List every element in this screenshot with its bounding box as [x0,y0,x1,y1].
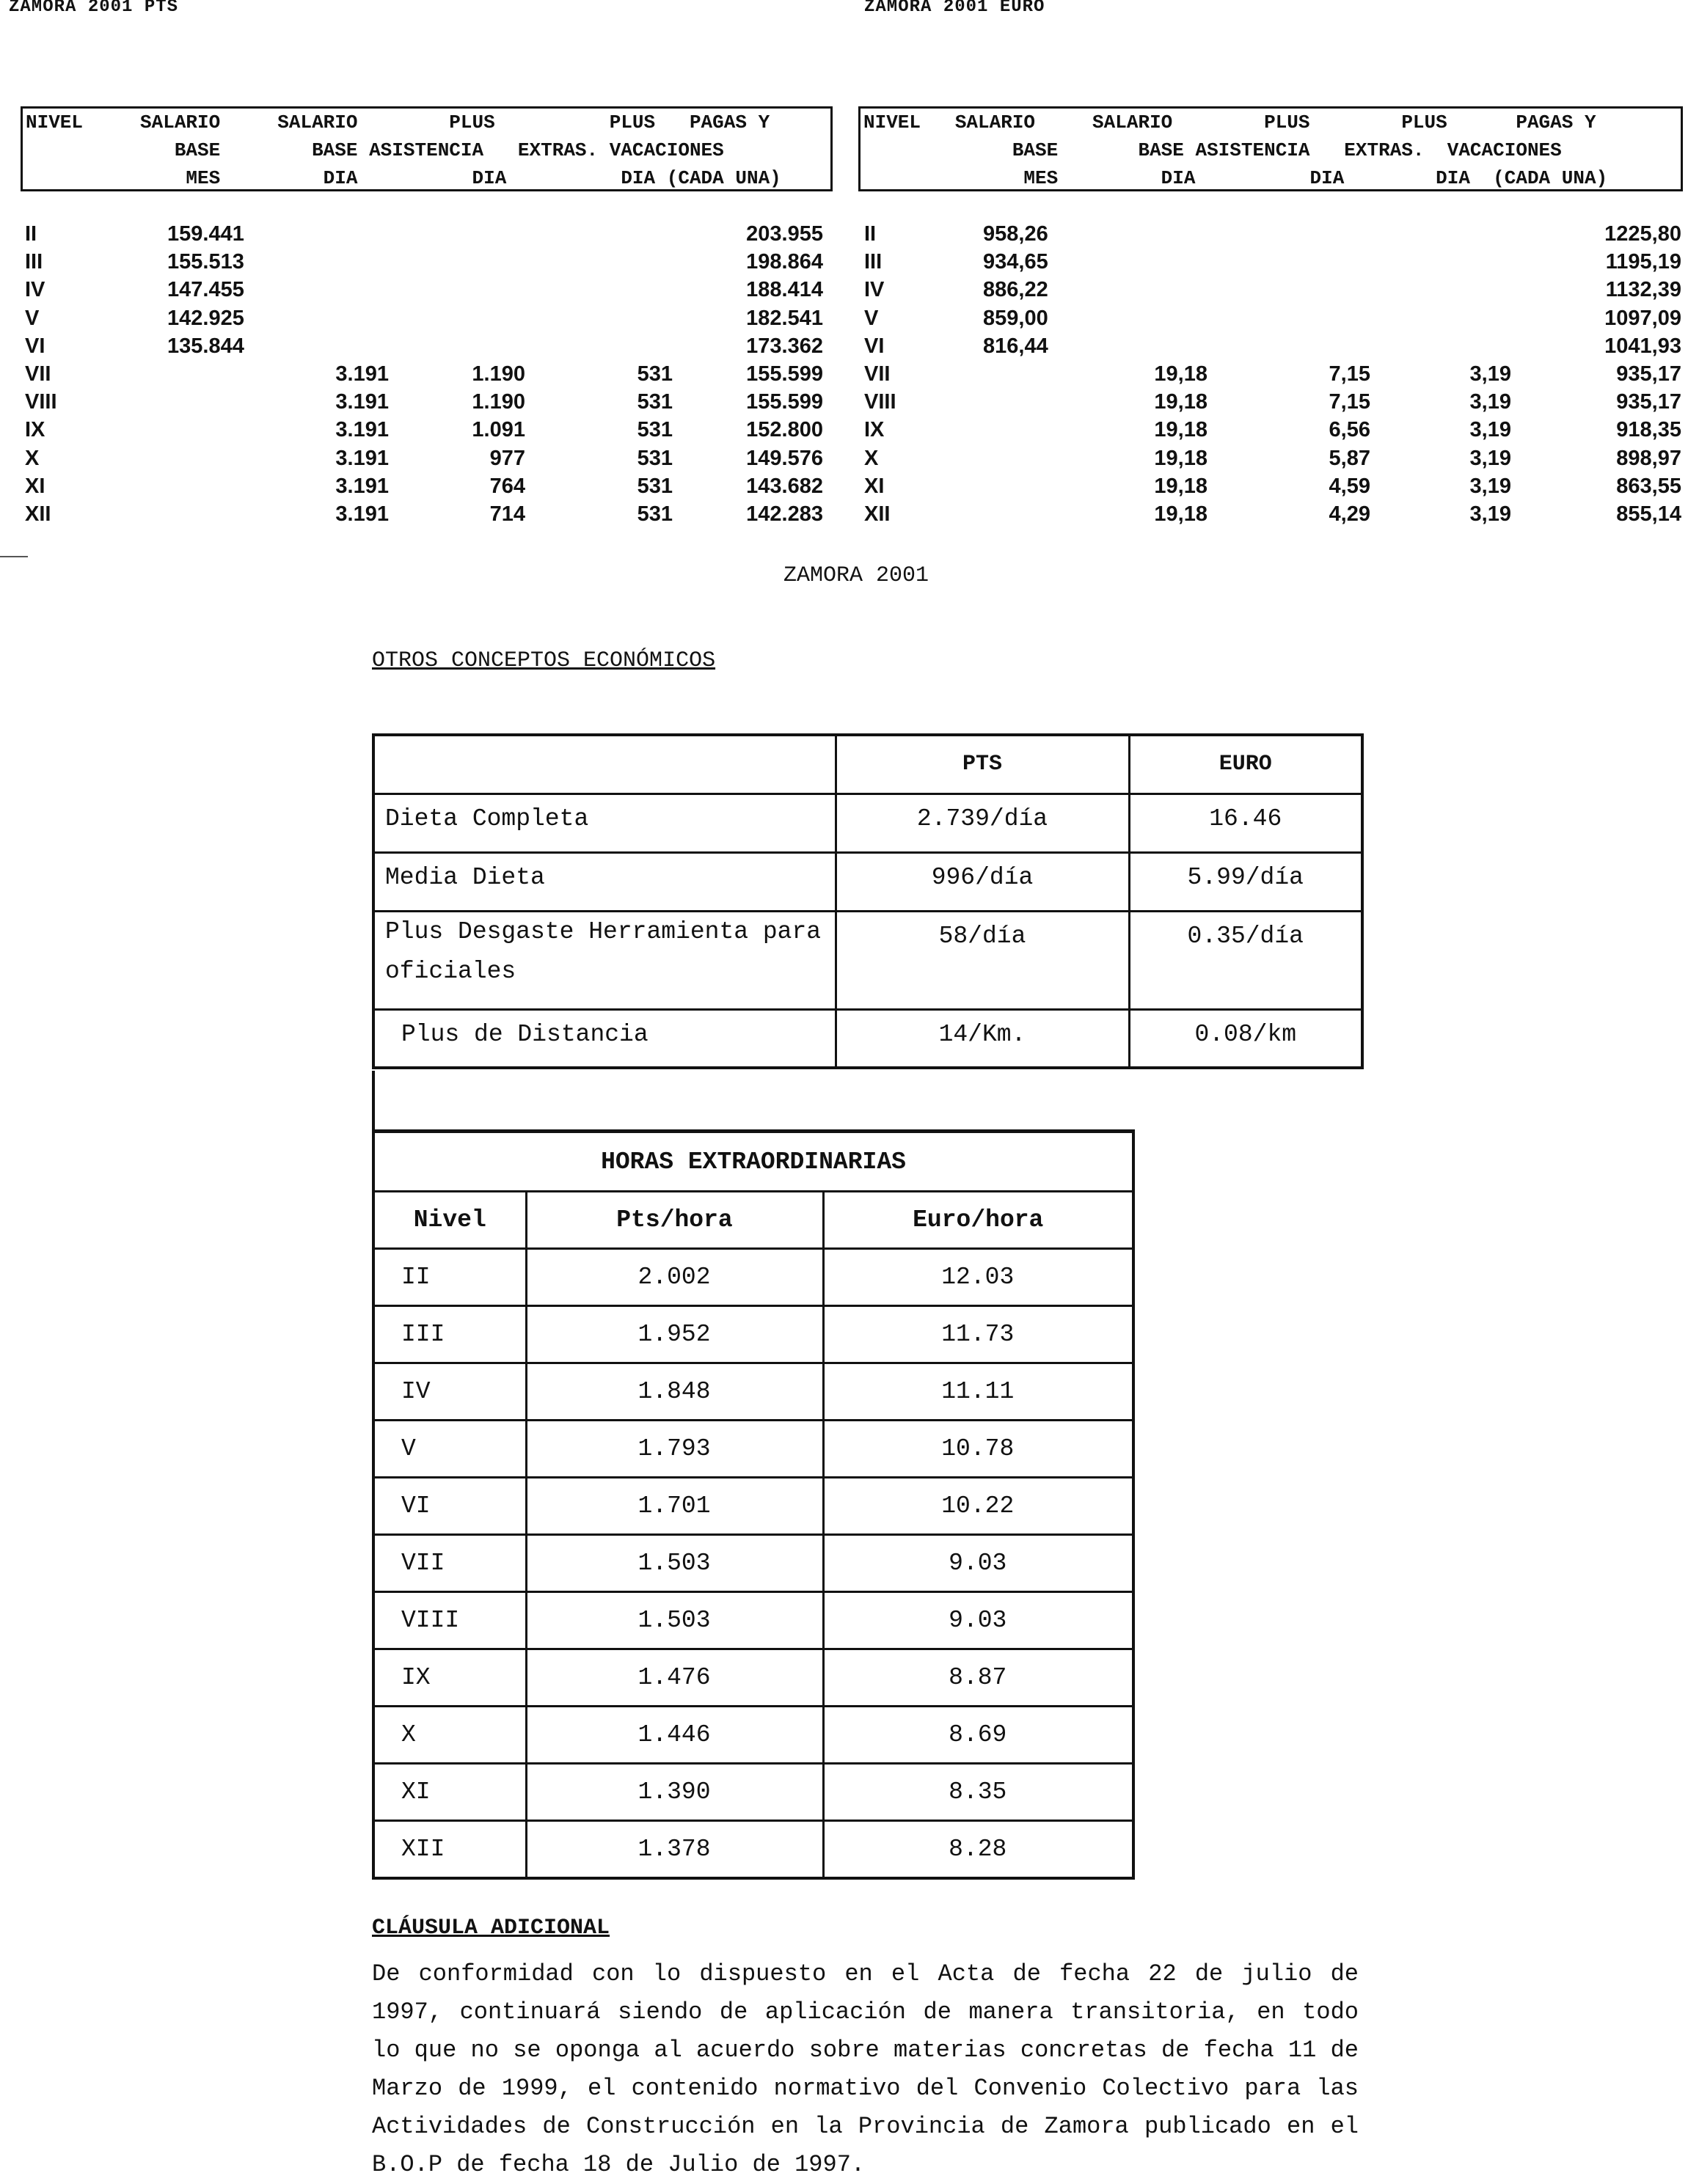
nivel-cell: IV [373,1363,526,1421]
plus-asistencia-cell: 977 [489,446,525,470]
salario-base-dia-cell: 3.191 [335,474,389,498]
euro-head-line-1: NIVEL SALARIO SALARIO PLUS PLUS PAGAS Y [863,111,1596,133]
euro-cell: 5.99/día [1129,852,1362,911]
pagas-cell: 1225,80 [1604,222,1681,246]
euro-hora-cell: 11.73 [823,1306,1133,1363]
salario-base-mes-cell: 142.925 [167,306,244,330]
nivel-cell: IV [864,278,885,302]
spacer-box [372,1071,1132,1133]
nivel-cell: II [864,222,877,246]
nivel-cell: IX [864,418,885,442]
pts-hora-cell: 1.503 [526,1592,823,1649]
euro-hora-cell: 8.87 [823,1649,1133,1707]
pagas-cell: 855,14 [1616,502,1681,526]
nivel-cell: XII [373,1821,526,1878]
table-row [373,1421,1133,1478]
nivel-cell: VII [373,1535,526,1592]
left-margin-mark [0,556,28,557]
otros-table [372,733,1364,1069]
salario-base-mes-cell: 958,26 [983,222,1048,246]
plus-asistencia-cell: 6,56 [1329,418,1370,442]
salario-base-dia-cell: 3.191 [335,418,389,442]
concept-cell: Dieta Completa [373,794,836,852]
table-row [373,1592,1133,1649]
pagas-cell: 173.362 [746,334,823,358]
table-row [373,1707,1133,1764]
salario-base-dia-cell: 19,18 [1154,362,1207,386]
clausula-title: CLÁUSULA ADICIONAL [372,1916,610,1941]
horas-header-euro: Euro/hora [823,1192,1133,1249]
nivel-cell: IV [25,278,45,302]
salario-base-mes-cell: 159.441 [167,222,244,246]
nivel-cell: VIII [864,390,896,414]
horas-table [372,1129,1135,1880]
nivel-cell: XII [864,502,891,526]
pts-cell: 58/día [836,911,1129,1009]
otros-header-blank [373,735,836,794]
center-heading: ZAMORA 2001 [783,563,929,588]
euro-hora-cell: 11.11 [823,1363,1133,1421]
salario-base-dia-cell: 3.191 [335,446,389,470]
plus-extras-cell: 531 [637,418,673,442]
nivel-cell: VI [25,334,45,358]
euro-head-line-3: MES DIA DIA DIA (CADA UNA) [863,167,1608,189]
euro-cell: 0.08/km [1129,1009,1362,1068]
pts-hora-cell: 1.390 [526,1764,823,1821]
nivel-cell: III [25,250,43,274]
plus-extras-cell: 531 [637,474,673,498]
table-row [373,1249,1133,1306]
salario-base-mes-cell: 859,00 [983,306,1048,330]
horas-header-row [373,1192,1133,1249]
euro-hora-cell: 10.78 [823,1421,1133,1478]
plus-asistencia-cell: 5,87 [1329,446,1370,470]
euro-hora-cell: 8.35 [823,1764,1133,1821]
salario-base-mes-cell: 816,44 [983,334,1048,358]
pts-hora-cell: 1.378 [526,1821,823,1878]
salario-base-dia-cell: 19,18 [1154,390,1207,414]
nivel-cell: IX [25,418,45,442]
table-row [373,911,1362,1009]
table-row [373,1535,1133,1592]
pagas-cell: 863,55 [1616,474,1681,498]
table-row [373,852,1362,911]
pagas-cell: 182.541 [746,306,823,330]
pts-hora-cell: 2.002 [526,1249,823,1306]
concept-cell: Plus Desgaste Herramienta para oficiales [373,911,836,1009]
table-row [373,1306,1133,1363]
horas-title: HORAS EXTRAORDINARIAS [373,1132,1133,1192]
plus-asistencia-cell: 7,15 [1329,390,1370,414]
header-pts: ZAMORA 2001 PTS [9,0,179,17]
pts-head-line-2: BASE BASE ASISTENCIA EXTRAS. VACACIONES [26,139,724,161]
nivel-cell: III [864,250,883,274]
pts-hora-cell: 1.793 [526,1421,823,1478]
pagas-cell: 935,17 [1616,390,1681,414]
pts-head-line-1: NIVEL SALARIO SALARIO PLUS PLUS PAGAS Y [26,111,770,133]
salario-base-dia-cell: 19,18 [1154,446,1207,470]
pts-table-header [21,106,833,191]
pagas-cell: 918,35 [1616,418,1681,442]
nivel-cell: V [864,306,879,330]
horas-title-row [373,1132,1133,1192]
pts-hora-cell: 1.848 [526,1363,823,1421]
header-euro: ZAMORA 2001 EURO [864,0,1045,17]
plus-asistencia-cell: 714 [489,502,525,526]
salario-base-dia-cell: 19,18 [1154,474,1207,498]
salario-base-mes-cell: 135.844 [167,334,244,358]
horas-body [373,1249,1133,1878]
plus-extras-cell: 531 [637,362,673,386]
pagas-cell: 152.800 [746,418,823,442]
nivel-cell: X [373,1707,526,1764]
otros-header-euro: EURO [1129,735,1362,794]
horas-header-nivel: Nivel [373,1192,526,1249]
pagas-cell: 1132,39 [1605,278,1681,302]
plus-asistencia-cell: 4,59 [1329,474,1370,498]
salario-base-mes-cell: 155.513 [167,250,244,274]
pagas-cell: 1097,09 [1604,306,1681,330]
pts-hora-cell: 1.503 [526,1535,823,1592]
clausula-text: De conformidad con lo dispuesto en el Acta de fecha 22 de julio de 1997, continuará siendo de aplicación de manera transitoria, en todo lo que no se oponga al acuerdo sobre materias concretas de fecha 11 de Marzo de 1999, el contenido normativo del Convenio Colectivo para las Actividades de Construcción en la Provincia de Zamora publicado en el B.O.P de fecha 18 de Julio de 1997. [372,1960,1359,2178]
nivel-cell: X [864,446,879,470]
table-row [373,1764,1133,1821]
plus-extras-cell: 531 [637,390,673,414]
pagas-cell: 203.955 [746,222,823,246]
nivel-cell: X [25,446,40,470]
nivel-cell: V [25,306,40,330]
pts-hora-cell: 1.701 [526,1478,823,1535]
plus-extras-cell: 3,19 [1469,446,1511,470]
euro-cell: 16.46 [1129,794,1362,852]
salario-base-dia-cell: 3.191 [335,362,389,386]
pts-cell: 14/Km. [836,1009,1129,1068]
pagas-cell: 898,97 [1616,446,1681,470]
pagas-cell: 198.864 [746,250,823,274]
nivel-cell: III [373,1306,526,1363]
nivel-cell: XI [25,474,45,498]
nivel-cell: VII [864,362,891,386]
nivel-cell: II [373,1249,526,1306]
salario-base-mes-cell: 147.455 [167,278,244,302]
salario-base-dia-cell: 19,18 [1154,502,1207,526]
pagas-cell: 155.599 [746,362,823,386]
nivel-cell: VIII [25,390,57,414]
pts-cell: 2.739/día [836,794,1129,852]
salario-base-mes-cell: 934,65 [983,250,1048,274]
concept-cell: Media Dieta [373,852,836,911]
plus-extras-cell: 3,19 [1469,474,1511,498]
nivel-cell: XI [864,474,885,498]
plus-extras-cell: 531 [637,446,673,470]
nivel-cell: XI [373,1764,526,1821]
pagas-cell: 935,17 [1616,362,1681,386]
nivel-cell: IX [373,1649,526,1707]
pts-cell: 996/día [836,852,1129,911]
plus-asistencia-cell: 1.091 [472,418,525,442]
pts-head-line-3: MES DIA DIA DIA (CADA UNA) [26,167,781,189]
euro-table-header [858,106,1683,191]
plus-extras-cell: 3,19 [1469,502,1511,526]
plus-asistencia-cell: 764 [489,474,525,498]
nivel-cell: V [373,1421,526,1478]
pagas-cell: 1041,93 [1604,334,1681,358]
euro-hora-cell: 12.03 [823,1249,1133,1306]
pagas-cell: 143.682 [746,474,823,498]
pts-hora-cell: 1.476 [526,1649,823,1707]
otros-header-row [373,735,1362,794]
pagas-cell: 149.576 [746,446,823,470]
nivel-cell: VII [25,362,51,386]
nivel-cell: VI [373,1478,526,1535]
pts-hora-cell: 1.446 [526,1707,823,1764]
table-row [373,1649,1133,1707]
pts-hora-cell: 1.952 [526,1306,823,1363]
salario-base-mes-cell: 886,22 [983,278,1048,302]
pagas-cell: 188.414 [746,278,823,302]
table-row [373,1009,1362,1068]
plus-asistencia-cell: 7,15 [1329,362,1370,386]
salario-base-dia-cell: 19,18 [1154,418,1207,442]
pagas-cell: 1195,19 [1605,250,1681,274]
plus-extras-cell: 3,19 [1469,418,1511,442]
euro-hora-cell: 9.03 [823,1592,1133,1649]
nivel-cell: II [25,222,37,246]
plus-extras-cell: 531 [637,502,673,526]
table-row [373,1363,1133,1421]
plus-asistencia-cell: 4,29 [1329,502,1370,526]
table-row [373,1821,1133,1878]
euro-cell: 0.35/día [1129,911,1362,1009]
euro-head-line-2: BASE BASE ASISTENCIA EXTRAS. VACACIONES [863,139,1562,161]
concept-cell: Plus de Distancia [373,1009,836,1068]
euro-hora-cell: 10.22 [823,1478,1133,1535]
euro-hora-cell: 8.69 [823,1707,1133,1764]
pagas-cell: 155.599 [746,390,823,414]
horas-header-pts: Pts/hora [526,1192,823,1249]
nivel-cell: XII [25,502,51,526]
plus-asistencia-cell: 1.190 [472,362,525,386]
plus-extras-cell: 3,19 [1469,362,1511,386]
otros-header-pts: PTS [836,735,1129,794]
table-row [373,794,1362,852]
nivel-cell: VIII [373,1592,526,1649]
nivel-cell: VI [864,334,885,358]
euro-hora-cell: 9.03 [823,1535,1133,1592]
salario-base-dia-cell: 3.191 [335,502,389,526]
otros-title: OTROS CONCEPTOS ECONÓMICOS [372,648,716,673]
table-row [373,1478,1133,1535]
euro-hora-cell: 8.28 [823,1821,1133,1878]
pagas-cell: 142.283 [746,502,823,526]
plus-extras-cell: 3,19 [1469,390,1511,414]
plus-asistencia-cell: 1.190 [472,390,525,414]
salario-base-dia-cell: 3.191 [335,390,389,414]
